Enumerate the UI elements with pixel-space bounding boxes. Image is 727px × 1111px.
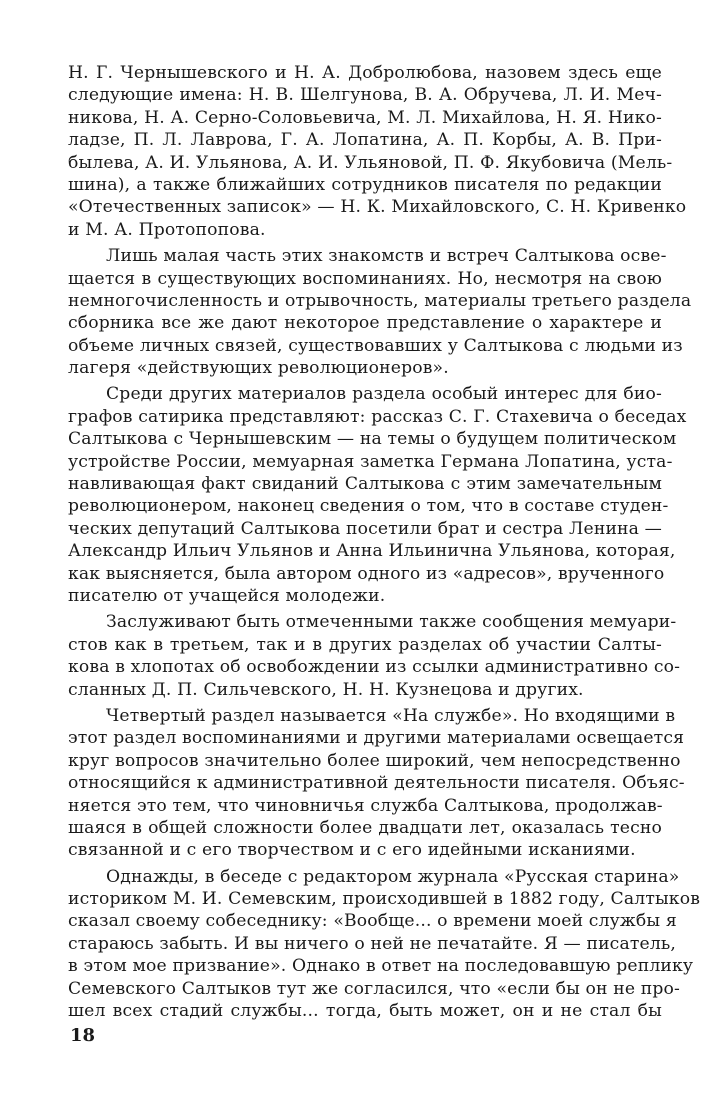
page-number: 18 (70, 1025, 96, 1046)
text-line: «Отечественных записок» — Н. К. Михайловского, С. Н. Кривенко (68, 197, 687, 218)
text-line: Н. Г. Чернышевского и Н. А. Добролюбова, назовем здесь еще (68, 63, 662, 83)
text-line: Заслуживают быть отмеченными также сообщения мемуари- (106, 612, 677, 633)
text-line: сказал своему собеседнику: «Вообще... о времени моей службы я (68, 911, 677, 932)
text-line: шина), а также ближайших сотрудников писателя по редакции (68, 174, 662, 195)
text-line: графов сатирика представляют: рассказ С. Г. Стахевича о беседах (68, 406, 687, 427)
text-line: щается в существующих воспоминаниях. Но, несмотря на свою (68, 268, 662, 289)
text-line: кова в хлопотах об освобождении из ссылки административно со- (68, 657, 681, 678)
text-line: Четвертый раздел называется «На службе». Но входящими в (106, 705, 676, 726)
text-line: ческих депутаций Салтыкова посетили брат и сестра Ленина — (68, 518, 663, 539)
book-page-text (68, 62, 701, 1022)
text-line: шел всех стадий службы... тогда, быть может, он и не стал бы (68, 1001, 662, 1022)
text-line: связанной и с его творчеством и с его идейными исканиями. (68, 840, 636, 861)
text-line: стов как в третьем, так и в других разделах об участии Салты- (68, 634, 662, 655)
text-line: круг вопросов значительно более широкий, чем непосредственно (68, 750, 681, 771)
text-line: писателю от учащейся молодежи. (68, 585, 386, 606)
text-line: устройстве России, мемуарная заметка Германа Лопатина, уста- (68, 451, 673, 472)
text-line: относящийся к административной деятельности писателя. Объяс- (68, 773, 685, 794)
text-line: стараюсь забыть. И вы ничего о ней не печатайте. Я — писатель, (68, 933, 677, 954)
text-line: этот раздел воспоминаниями и другими материалами освещается (68, 728, 685, 749)
text-line: Семевского Салтыков тут же согласился, что «если бы он не про- (68, 978, 680, 999)
paragraph-3 (68, 383, 687, 607)
text-line: как выясняется, была автором одного из «адресов», врученного (68, 563, 665, 584)
text-line: ладзе, П. Л. Лаврова, Г. А. Лопатина, А. П. Корбы, А. В. При- (68, 130, 662, 151)
text-line: следующие имена: Н. В. Шелгунова, В. А. Обручева, Л. И. Меч- (68, 85, 662, 106)
paragraph-4 (68, 611, 681, 701)
text-line: революционером, наконец сведения о том, что в составе студен- (68, 496, 669, 517)
paragraph-5 (68, 705, 685, 862)
paragraph-1 (68, 62, 687, 241)
text-line: немногочисленность и отрывочность, материалы третьего раздела (68, 290, 692, 311)
text-line: объеме личных связей, существовавших у Салтыкова с людьми из (68, 335, 683, 356)
text-line: былева, А. И. Ульянова, А. И. Ульяновой, П. Ф. Якубовича (Мель- (68, 152, 673, 173)
text-line: Однажды, в беседе с редактором журнала «Русская старина» (106, 866, 680, 887)
text-line: Лишь малая часть этих знакомств и встреч Салтыкова осве- (106, 246, 667, 267)
text-line: историком М. И. Семевским, происходившей в 1882 году, Салтыков (68, 889, 701, 910)
paragraph-6 (68, 866, 701, 1023)
text-line: никова, Н. А. Серно-Соловьевича, М. Л. Михайлова, Н. Я. Нико- (68, 107, 662, 128)
text-line: няется это тем, что чиновничья служба Салтыкова, продолжав- (68, 795, 663, 816)
text-line: шаяся в общей сложности более двадцати лет, оказалась тесно (68, 817, 662, 838)
text-line: сланных Д. П. Сильчевского, Н. Н. Кузнецова и других. (68, 679, 584, 700)
text-line: сборника все же дают некоторое представление о характере и (68, 313, 662, 334)
text-line: Александр Ильич Ульянов и Анна Ильинична Ульянова, которая, (68, 541, 676, 562)
text-line: в этом мое призвание». Однако в ответ на последовавшую реплику (68, 956, 694, 977)
paragraph-2 (68, 245, 692, 379)
text-line: навливающая факт свиданий Салтыкова с этим замечательным (68, 474, 662, 495)
text-line: и М. А. Протопопова. (68, 219, 266, 240)
text-line: лагеря «действующих революционеров». (68, 358, 449, 379)
text-line: Салтыкова с Чернышевским — на темы о будущем политическом (68, 429, 677, 450)
text-line: Среди других материалов раздела особый интерес для био- (106, 384, 662, 405)
